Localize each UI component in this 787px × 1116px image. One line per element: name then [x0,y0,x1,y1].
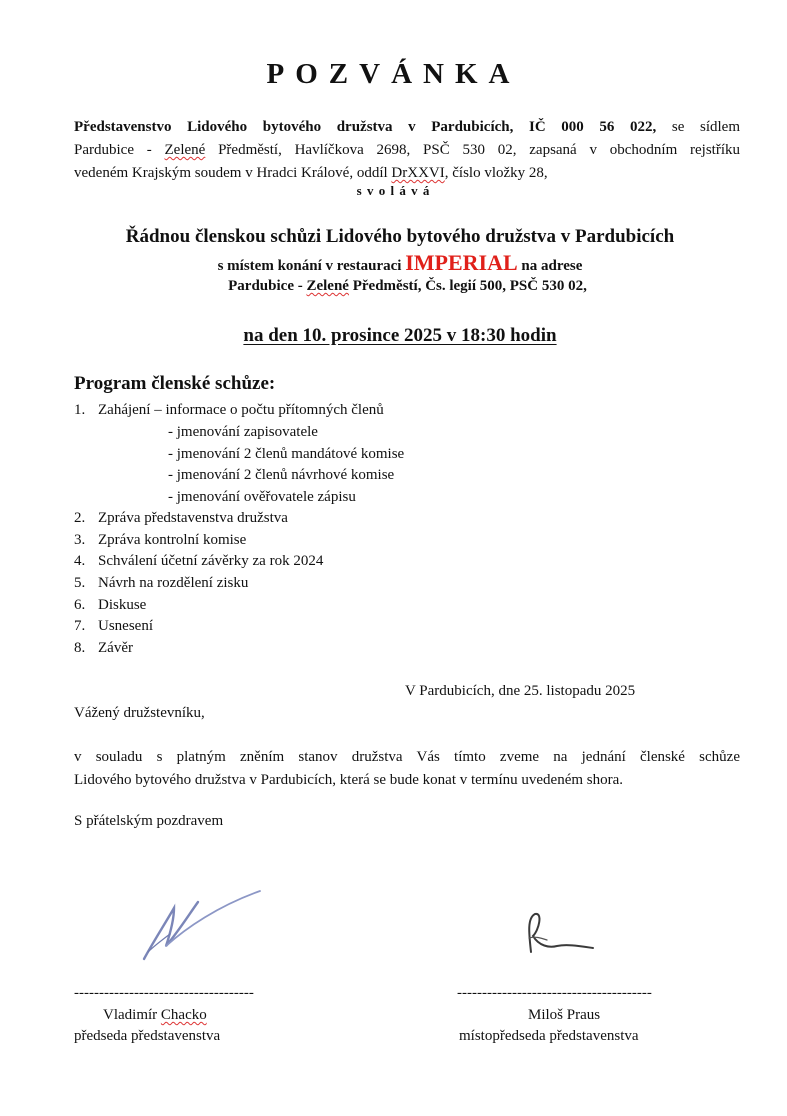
address-line [0,278,787,295]
program-item-text: Návrh na rozdělení zisku [98,575,249,591]
signer-name-chairman [103,1007,207,1024]
signature-line-vice-chairman: --------------------------------------- [457,985,652,1001]
document-title: POZVÁNKA [266,58,521,90]
program-item [74,575,248,592]
program-item-number: 6. [74,597,86,613]
intro-paragraph [74,116,740,185]
program-item-text: Diskuse [98,597,147,613]
program-item-number: 5. [74,575,86,591]
intro-line-3-a: vedeném Krajským soudem v Hradci Králové, oddíl [74,165,392,181]
meeting-heading: Řádnou členskou schůzi Lidového bytového družstva v Pardubicích [125,226,675,247]
program-item [74,510,288,527]
program-item-number: 2. [74,510,86,526]
address-b: Předměstí, Čs. legií 500, PSČ 530 02, [348,278,587,294]
signer-role-chairman: předseda představenstva [74,1028,221,1044]
intro-line-1 [74,116,740,139]
signer-surname: Chacko [160,1007,207,1023]
program-item-number: 4. [74,553,86,569]
address-spell: Zelené [306,278,349,294]
program-item [74,597,146,614]
intro-line-2-spell: Zelené [164,142,206,158]
signature-vice-chairman [505,872,610,962]
program-item [74,640,133,657]
intro-line-2-b: Předměstí, Havlíčkova 2698, PSČ 530 02, zapsaná v obchodním rejstříku [205,142,740,158]
program-item-number: 8. [74,640,86,656]
program-item [74,532,246,549]
program-item [74,402,384,419]
program-item [74,553,323,570]
intro-line-3 [74,162,740,185]
program-subitem: - jmenování 2 členů návrhové komise [168,467,395,483]
program-heading: Program členské schůze: [74,373,276,394]
intro-line-1-rest: se sídlem [656,119,740,135]
body-line-1: v souladu s platným zněním stanov družstva Vás tímto zveme na jednání členské schůze [74,749,740,765]
meeting-date: na den 10. prosince 2025 v 18:30 hodin [243,325,557,346]
intro-line-2 [74,139,740,162]
convenes-label: s v o l á v á [356,183,431,198]
program-subitem: - jmenování 2 členů mandátové komise [168,446,405,462]
program-item-text: Zpráva představenstva družstva [98,510,288,526]
intro-line-3-spell: DrXXVI [391,165,445,181]
program-item-text: Schválení účetní závěrky za rok 2024 [98,553,324,569]
body-paragraph [74,746,740,792]
intro-bold-text: Představenstvo Lidového bytového družstva v Pardubicích, IČ 000 56 022, [74,119,657,135]
signature-chairman [140,886,265,964]
closing: S přátelským pozdravem [74,813,224,829]
address-a: Pardubice - [228,278,307,294]
program-item-number: 1. [74,402,86,418]
program-item-text: Zahájení – informace o počtu přítomných členů [98,402,384,418]
program-subitem: - jmenování ověřovatele zápisu [168,489,356,505]
program-item-number: 3. [74,532,86,548]
program-item-text: Zpráva kontrolní komise [98,532,247,548]
signature-line-chairman: ------------------------------------ [74,985,254,1001]
signer-role-vice-chairman: místopředseda představenstva [459,1028,639,1044]
venue-prefix: s místem konání v restauraci [217,258,406,274]
program-item-text: Usnesení [98,618,153,634]
program-subitem: - jmenování zapisovatele [168,424,318,440]
salutation: Vážený družstevníku, [74,705,205,721]
place-date: V Pardubicích, dne 25. listopadu 2025 [405,683,636,699]
body-line-2: Lidového bytového družstva v Pardubicích, která se bude konat v termínu uvedeném shora. [74,772,624,788]
program-item-text: Závěr [98,640,133,656]
venue-name: IMPERIAL [405,250,518,275]
venue-line [0,250,787,276]
intro-line-2-a: Pardubice - [74,142,165,158]
venue-suffix: na adrese [517,258,583,274]
signer-first-name: Vladimír [103,1007,161,1023]
signer-name-vice-chairman: Miloš Praus [528,1007,601,1023]
intro-line-3-b: , číslo vložky 28, [444,165,548,181]
program-item [74,618,153,635]
program-item-number: 7. [74,618,86,634]
